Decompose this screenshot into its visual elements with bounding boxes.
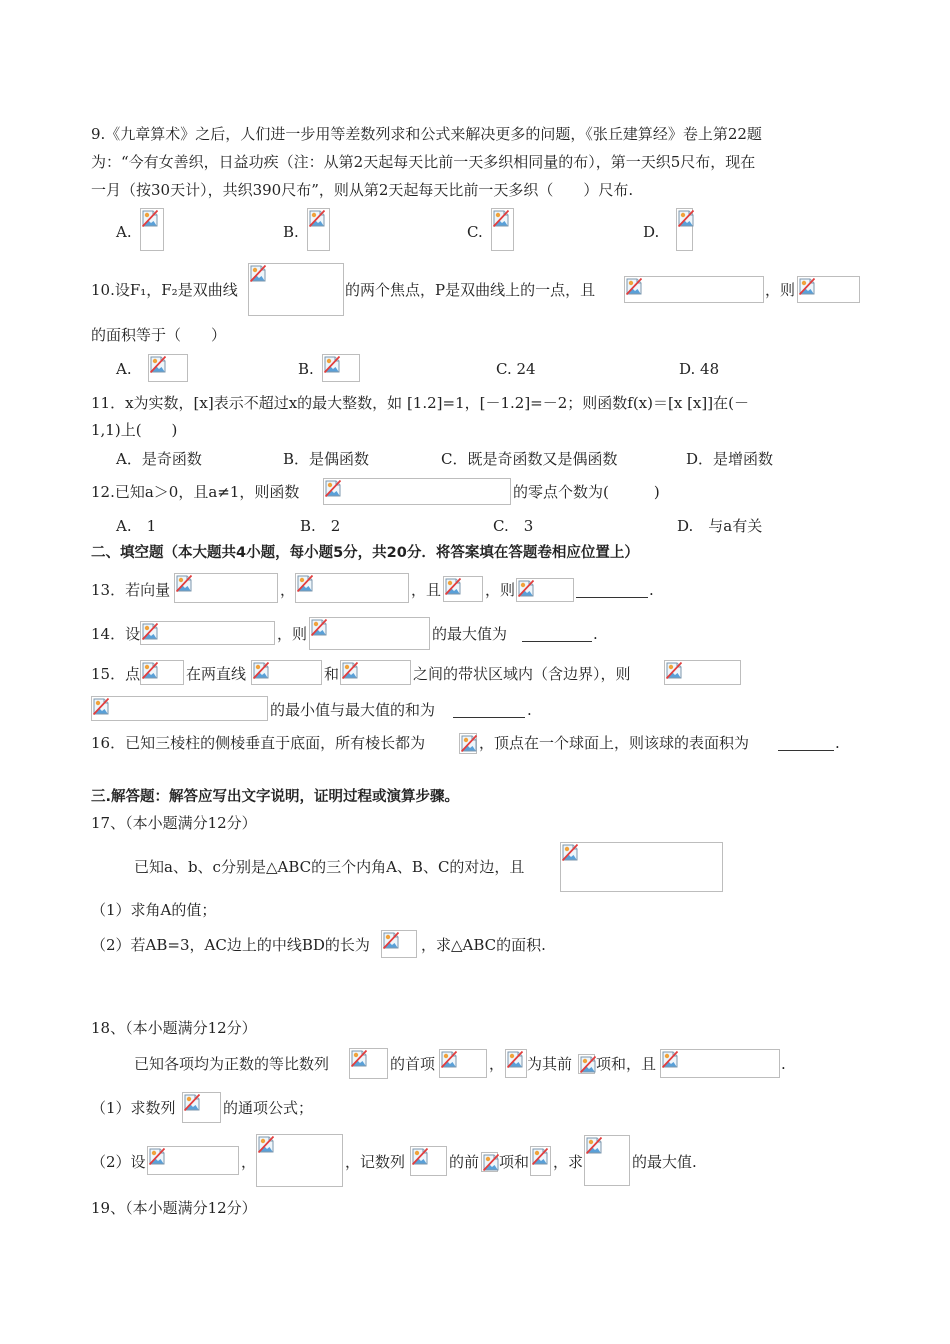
- q11-option-a: A．是奇函数: [116, 450, 202, 468]
- formula-image: [530, 1146, 551, 1176]
- q17-sub-2-text-2: ，求△ABC的面积.: [421, 936, 546, 954]
- formula-image: [174, 573, 278, 603]
- broken-image-icon: [184, 1094, 200, 1111]
- formula-image: [307, 208, 330, 251]
- q9-option-b: B.: [283, 223, 299, 241]
- formula-image: [481, 1152, 498, 1172]
- formula-image: [91, 696, 268, 721]
- q15-text-3: 和: [324, 665, 340, 683]
- q10-option-b: B.: [298, 360, 314, 378]
- formula-image: [443, 576, 483, 602]
- formula-image: [381, 930, 417, 958]
- q16-text-2: ，顶点在一个球面上，则该球的表面积为: [479, 734, 750, 752]
- q13-text-1: 13．若向量: [91, 581, 171, 599]
- broken-image-icon: [250, 265, 266, 282]
- section-heading-fill-in: 二、填空题（本大题共4小题，每小题5分，共20分．将答案填在答题卷相应位置上）: [91, 545, 639, 561]
- formula-image: [410, 1146, 447, 1176]
- q11-option-b: B．是偶函数: [283, 450, 370, 468]
- broken-image-icon: [149, 1148, 165, 1165]
- broken-image-icon: [580, 1056, 596, 1073]
- q16-text-1: 16．已知三棱柱的侧棱垂直于底面，所有棱长都为: [91, 734, 426, 752]
- formula-image: [322, 354, 360, 382]
- q10-text-1: 10.设F₁，F₂是双曲线: [91, 281, 238, 299]
- formula-image: [340, 660, 411, 685]
- q11-option-c: C．既是奇函数又是偶函数: [441, 450, 618, 468]
- q12-text-2: 的零点个数为( ): [513, 483, 660, 501]
- q12-option-a: A. 1: [116, 517, 157, 535]
- q18-text-5: 项和，且: [596, 1055, 657, 1073]
- q11-line-2: 1,1)上( ): [91, 421, 178, 439]
- q18-sub-2-text-4: 的前: [449, 1153, 480, 1171]
- broken-image-icon: [383, 932, 399, 949]
- q13-text-3: ，且: [411, 581, 442, 599]
- broken-image-icon: [532, 1148, 548, 1165]
- q18-sub-1-text-2: 的通项公式；: [223, 1099, 314, 1117]
- broken-image-icon: [351, 1050, 367, 1067]
- formula-image: [624, 276, 764, 303]
- broken-image-icon: [518, 580, 534, 597]
- q17-heading: 17、（本小题满分12分）: [91, 814, 257, 832]
- q10-option-c: C. 24: [496, 360, 536, 378]
- broken-image-icon: [483, 1154, 499, 1171]
- q9-line-2: 为：“今有女善织，日益功疾（注：从第2天起每天比前一天多织相同量的布），第一天织5尺布，现在: [91, 153, 756, 171]
- q12-option-b: B. 2: [300, 517, 341, 535]
- broken-image-icon: [142, 662, 158, 679]
- q18-heading: 18、（本小题满分12分）: [91, 1019, 257, 1037]
- broken-image-icon: [311, 619, 327, 636]
- broken-image-icon: [662, 1051, 678, 1068]
- broken-image-icon: [176, 575, 192, 592]
- formula-image: [664, 660, 741, 685]
- formula-image: [459, 733, 477, 754]
- formula-image: [140, 660, 184, 685]
- q18-text-2: 的首项: [390, 1055, 436, 1073]
- q10-text-3: ，则: [765, 281, 796, 299]
- q18-sub-1-text-1: （1）求数列: [91, 1099, 176, 1117]
- broken-image-icon: [258, 1136, 274, 1153]
- q14-text-3: 的最大值为: [432, 625, 508, 643]
- q18-sub-2-text-7: 的最大值.: [632, 1153, 697, 1171]
- q15-end: .: [527, 701, 532, 719]
- q18-text-4: 为其前: [527, 1055, 573, 1073]
- q9-option-d: D.: [643, 223, 660, 241]
- q17-stem: 已知a、b、c分别是△ABC的三个内角A、B、C的对边，且: [134, 858, 525, 876]
- q14-text-2: ，则: [277, 625, 308, 643]
- q12-text-1: 12.已知a＞0，且a≠1，则函数: [91, 483, 300, 501]
- q10-text-2: 的两个焦点，P是双曲线上的一点，且: [345, 281, 596, 299]
- broken-image-icon: [461, 735, 477, 752]
- broken-image-icon: [142, 210, 158, 227]
- formula-image: [349, 1048, 388, 1079]
- answer-blank: [522, 627, 592, 642]
- q14-end: .: [593, 625, 598, 643]
- q15-text-2: 在两直线: [186, 665, 247, 683]
- q18-text-3: ，: [489, 1055, 505, 1073]
- broken-image-icon: [142, 623, 158, 640]
- q9-line-1: 9.《九章算术》之后，人们进一步用等差数列求和公式来解决更多的问题，《张丘建算经》卷上第22题: [91, 125, 762, 143]
- formula-image: [676, 208, 693, 251]
- section-heading-answer: 三.解答题：解答应写出文字说明，证明过程或演算步骤。: [91, 789, 460, 805]
- q19-heading: 19、（本小题满分12分）: [91, 1199, 257, 1217]
- q10-option-a: A.: [116, 360, 132, 378]
- formula-image: [797, 276, 860, 303]
- answer-blank: [576, 583, 648, 598]
- q16-end: .: [835, 734, 840, 752]
- broken-image-icon: [324, 356, 340, 373]
- formula-image: [182, 1092, 221, 1123]
- formula-image: [516, 578, 574, 602]
- q9-option-c: C.: [467, 223, 483, 241]
- q11-option-d: D．是增函数: [686, 450, 774, 468]
- broken-image-icon: [799, 278, 815, 295]
- q11-line-1: 11．x为实数，[x]表示不超过x的最大整数，如 [1.2]=1，[－1.2]=－2；则函数f(x)＝[x [x]]在(－: [91, 394, 749, 412]
- q12-option-c: C. 3: [493, 517, 534, 535]
- formula-image: [295, 573, 409, 603]
- formula-image: [309, 617, 430, 650]
- formula-image: [140, 621, 275, 645]
- formula-image: [323, 478, 511, 505]
- q18-sub-2-text-2: ，: [241, 1153, 257, 1171]
- broken-image-icon: [507, 1051, 523, 1068]
- formula-image: [439, 1049, 487, 1078]
- q15-text-1: 15．点: [91, 665, 141, 683]
- formula-image: [584, 1135, 630, 1186]
- q12-option-d: D. 与a有关: [677, 517, 763, 535]
- formula-image: [491, 208, 514, 251]
- broken-image-icon: [93, 698, 109, 715]
- broken-image-icon: [678, 210, 694, 227]
- broken-image-icon: [309, 210, 325, 227]
- broken-image-icon: [445, 578, 461, 595]
- broken-image-icon: [562, 844, 578, 861]
- formula-image: [660, 1049, 780, 1078]
- formula-image: [147, 1146, 239, 1175]
- formula-image: [251, 660, 322, 685]
- broken-image-icon: [666, 662, 682, 679]
- q13-text-2: ，: [280, 581, 296, 599]
- q10-line-2: 的面积等于（ ）: [91, 326, 227, 344]
- q13-text-4: ，则: [485, 581, 516, 599]
- formula-image: [578, 1054, 595, 1074]
- answer-blank: [778, 736, 834, 751]
- q9-option-a: A.: [116, 223, 132, 241]
- broken-image-icon: [626, 278, 642, 295]
- q18-sub-2-text-1: （2）设: [91, 1153, 146, 1171]
- formula-image: [256, 1134, 343, 1187]
- broken-image-icon: [441, 1051, 457, 1068]
- broken-image-icon: [493, 210, 509, 227]
- broken-image-icon: [412, 1148, 428, 1165]
- broken-image-icon: [297, 575, 313, 592]
- formula-image: [248, 263, 344, 316]
- q18-sub-2-text-3: ，记数列: [345, 1153, 406, 1171]
- q9-line-3: 一月（按30天计），共织390尺布”，则从第2天起每天比前一天多织（ ）尺布.: [91, 181, 634, 199]
- formula-image: [560, 842, 723, 892]
- q14-text-1: 14．设: [91, 625, 141, 643]
- q13-end: .: [649, 581, 654, 599]
- formula-image: [505, 1049, 527, 1078]
- q18-text-1: 已知各项均为正数的等比数列: [134, 1055, 330, 1073]
- broken-image-icon: [325, 480, 341, 497]
- q18-sub-2-text-6: ，求: [553, 1153, 584, 1171]
- broken-image-icon: [150, 356, 166, 373]
- q17-sub-1: （1）求角A的值；: [91, 901, 217, 919]
- broken-image-icon: [253, 662, 269, 679]
- answer-blank: [453, 703, 525, 718]
- q10-option-d: D. 48: [679, 360, 720, 378]
- q15-text-4: 之间的带状区域内（含边界），则: [413, 665, 631, 683]
- q17-sub-2-text-1: （2）若AB=3，AC边上的中线BD的长为: [91, 936, 370, 954]
- q18-end: .: [781, 1055, 786, 1073]
- q18-sub-2-text-5: 项和: [499, 1153, 530, 1171]
- broken-image-icon: [586, 1137, 602, 1154]
- broken-image-icon: [342, 662, 358, 679]
- formula-image: [140, 208, 164, 251]
- q15-line-2: 的最小值与最大值的和为: [270, 701, 436, 719]
- formula-image: [148, 354, 188, 382]
